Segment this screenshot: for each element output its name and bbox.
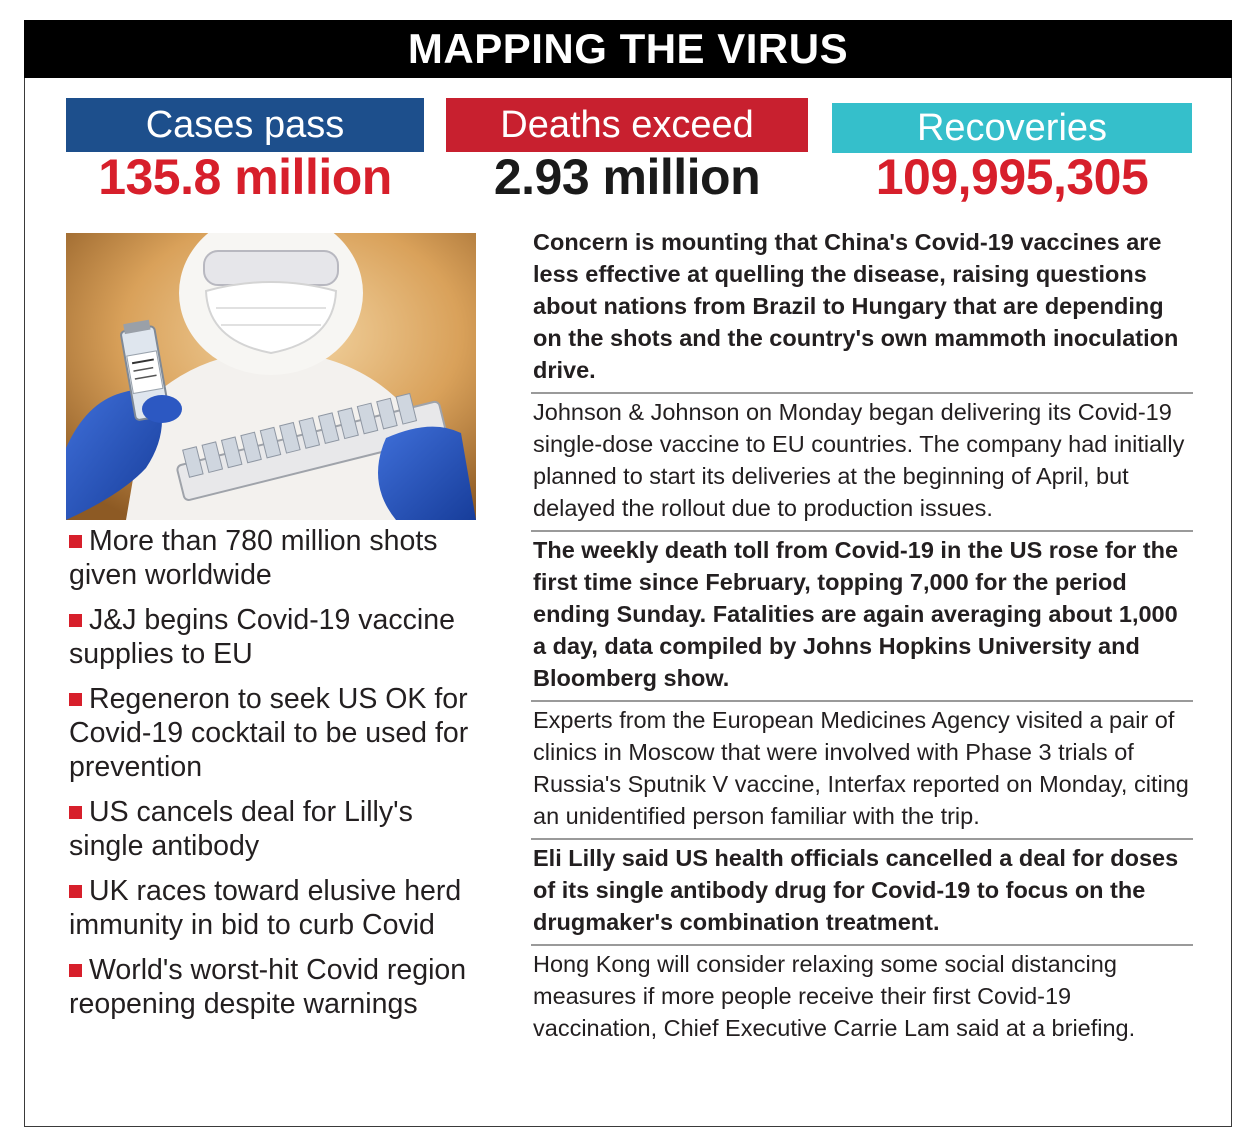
recoveries-label: Recoveries — [832, 103, 1192, 153]
page-title: MAPPING THE VIRUS — [24, 20, 1232, 78]
bullet-square-icon — [69, 535, 82, 548]
story-china-vaccines: Concern is mounting that China's Covid-19 vaccines are less effective at quelling the disease, raising questions about nations from Brazil to Hungary that are depending on the shots and the country's own mammoth inoculation drive. — [533, 229, 1179, 383]
story-jnj-deliveries: Johnson & Johnson on Monday began delivering its Covid-19 single-dose vaccine to EU countries. The company had initially planned to start its deliveries at the beginning of April, but delayed the rollout due to production issues. — [531, 392, 1193, 530]
bullet-square-icon — [69, 614, 82, 627]
list-item: J&J begins Covid-19 vaccine supplies to EU — [69, 604, 455, 670]
cases-value: 135.8 million — [98, 149, 392, 205]
bullet-square-icon — [69, 885, 82, 898]
list-item: US cancels deal for Lilly's single antibody — [69, 796, 413, 862]
cases-label: Cases pass — [66, 98, 424, 152]
list-item: More than 780 million shots given worldwide — [69, 525, 438, 591]
news-column — [531, 224, 1193, 1050]
headline-list — [69, 524, 489, 1032]
story-us-death-toll: The weekly death toll from Covid-19 in the US rose for the first time since February, topping 7,000 for the period ending Sunday. Fatalities are again averaging about 1,000 a day, data compiled by Johns Hopkins University and Bloomberg show. — [531, 530, 1193, 700]
bullet-square-icon — [69, 964, 82, 977]
bullet-square-icon — [69, 693, 82, 706]
story-ema-sputnik: Experts from the European Medicines Agency visited a pair of clinics in Moscow that were involved with Phase 3 trials of Russia's Sputnik V vaccine, Interfax reported on Monday, citing an unidentified person familiar with the trip. — [531, 700, 1193, 838]
vaccine-photo — [66, 233, 476, 520]
story-hong-kong: Hong Kong will consider relaxing some social distancing measures if more people receive their first Covid-19 vaccination, Chief Executive Carrie Lam said at a briefing. — [531, 944, 1193, 1050]
list-item: UK races toward elusive herd immunity in bid to curb Covid — [69, 875, 462, 941]
list-item: Regeneron to seek US OK for Covid-19 cocktail to be used for prevention — [69, 683, 469, 783]
recoveries-value: 109,995,305 — [875, 149, 1149, 205]
bullet-square-icon — [69, 806, 82, 819]
list-item: World's worst-hit Covid region reopening despite warnings — [69, 954, 467, 1020]
story-eli-lilly: Eli Lilly said US health officials cancelled a deal for doses of its single antibody drug for Covid-19 to focus on the drugmaker's combination treatment. — [531, 838, 1193, 944]
deaths-value: 2.93 million — [493, 149, 761, 205]
deaths-label: Deaths exceed — [446, 98, 808, 152]
